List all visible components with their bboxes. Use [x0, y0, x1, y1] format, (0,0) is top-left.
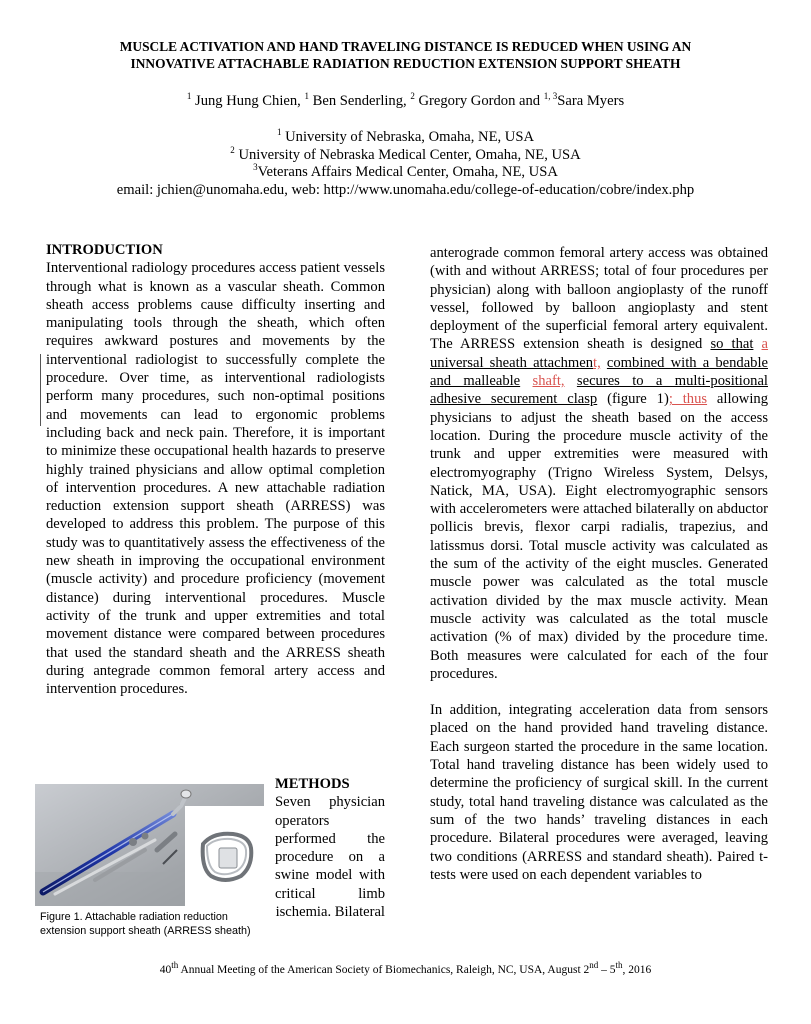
page-footer: 40th Annual Meeting of the American Society of Biomechanics, Raleigh, NC, USA, August 2nd – 5th, 2016 [159, 960, 652, 976]
title-line-1: MUSCLE ACTIVATION AND HAND TRAVELING DISTANCE IS REDUCED WHEN USING AN [119, 39, 692, 54]
methods-section [275, 775, 385, 921]
methods-text: Seven physician operators performed the procedure on a swine model with critical limb ischemia. Bilateral [275, 794, 385, 921]
introduction-text: Interventional radiology procedures access patient vessels through what is known as a vascular sheath. Common sheath access problems cause difficulty inserting and manipulating tools through the sheath, which often requires awkward postures and movements by the interventional radiologist to successfully complete the procedure. Over time, as interventional radiologists perform many procedures, such non-optimal positions and movements can lead to ergonomic problems including back and neck pain. Therefore, it is important to minimize these occupational health hazards to preserve highly trained physicians and allow optimal completion of intervention procedures. A new attachable radiation reduction extension support sheath (ARRESS) was developed to address this problem. The purpose of this study was to quantitatively assess the effectiveness of the new sheath in improving the occupational environment (muscle activity) and procedure proficiency (movement distance) during interventional procedures. Muscle activity of the trunk and upper extremities and total movement distance were compared between procedures that used the standard sheath and the ARRESS sheath during antegrade common femoral artery access and intervention procedures. [46, 260, 385, 698]
affiliation-1: $^1$ University of Nebraska, Omaha, NE, USA [276, 127, 534, 145]
methods-heading: METHODS [275, 776, 350, 792]
author-list [40, 92, 771, 110]
figure-1-image [35, 784, 264, 906]
title-line-2: INNOVATIVE ATTACHABLE RADIATION REDUCTION EXTENSION SUPPORT SHEATH [130, 56, 681, 71]
paper-title [40, 38, 771, 72]
affiliations [40, 129, 771, 199]
right-column [430, 244, 768, 884]
author-2: $^1$ Ben Senderling, [304, 91, 407, 109]
author-4: $^{1, 3}$Sara Myers [543, 91, 625, 109]
figure-1-caption [40, 910, 270, 938]
author-3: $^2$ Gregory Gordon and [410, 91, 541, 109]
caption-line-1: Figure 1. Attachable radiation reduction [40, 911, 228, 923]
right-paragraph-2: In addition, integrating acceleration data from sensors placed on the hand provided hand traveling distance. Each surgeon started the procedure in the same location. Total hand traveling distance has been widely used to determine the proficiency of surgical skill. In the current study, total hand traveling distance was calculated as the sum of the two hands’ traveling distances in each procedure. Bilateral procedures were averaged, leaving two conditions (ARRESS and standard sheath). Paired t-tests were used on each dependent variables to [430, 702, 768, 883]
left-column [46, 241, 385, 698]
revision-bar [40, 354, 41, 426]
introduction-heading: INTRODUCTION [46, 242, 163, 258]
right-paragraph-1: anterograde common femoral artery access was obtained (with and without ARRESS; total of four procedures per physician) along with balloon angioplasty of the runoff vessel, followed by balloon angioplasty and stent deployment of the superficial femoral artery equivalent. The ARRESS extension sheath is designed so that a universal sheath attachment, combined with a bendable and malleable shaft, secures to a multi-positional adhesive securement clasp (figure 1); thus allowing physicians to adjust the sheath based on the access location. During the procedure muscle activity of the trunk and upper extremities were measured with electromyography (Trigno Wireless System, Delsys, Natick, MA, USA). Eight electromyographic sensors with accelerometers were attached bilaterally on abductor pollicis brevis, flexor carpi radialis, trapezius, and latissmus dorsi. Total muscle activity was calculated as the sum of the activity of the eight muscles. Generated muscle power was calculated as the total muscle activation divided by the max muscle activity. Mean muscle activity was calculated as the total muscle activation (% of max) divided by the procedure time. Both measures were calculated for each of the four procedures. [430, 245, 769, 682]
affiliation-2: $^2$ University of Nebraska Medical Center, Omaha, NE, USA [230, 144, 581, 163]
contact-line: email: jchien@unomaha.edu, web: http://www.unomaha.edu/college-of-education/cobre/index.php [116, 181, 695, 198]
affiliation-3: $^3$Veterans Affairs Medical Center, Omaha, NE, USA [253, 162, 558, 180]
author-1: $^1$ Jung Hung Chien, [186, 91, 301, 109]
caption-line-2: extension support sheath (ARRESS sheath) [40, 925, 251, 937]
